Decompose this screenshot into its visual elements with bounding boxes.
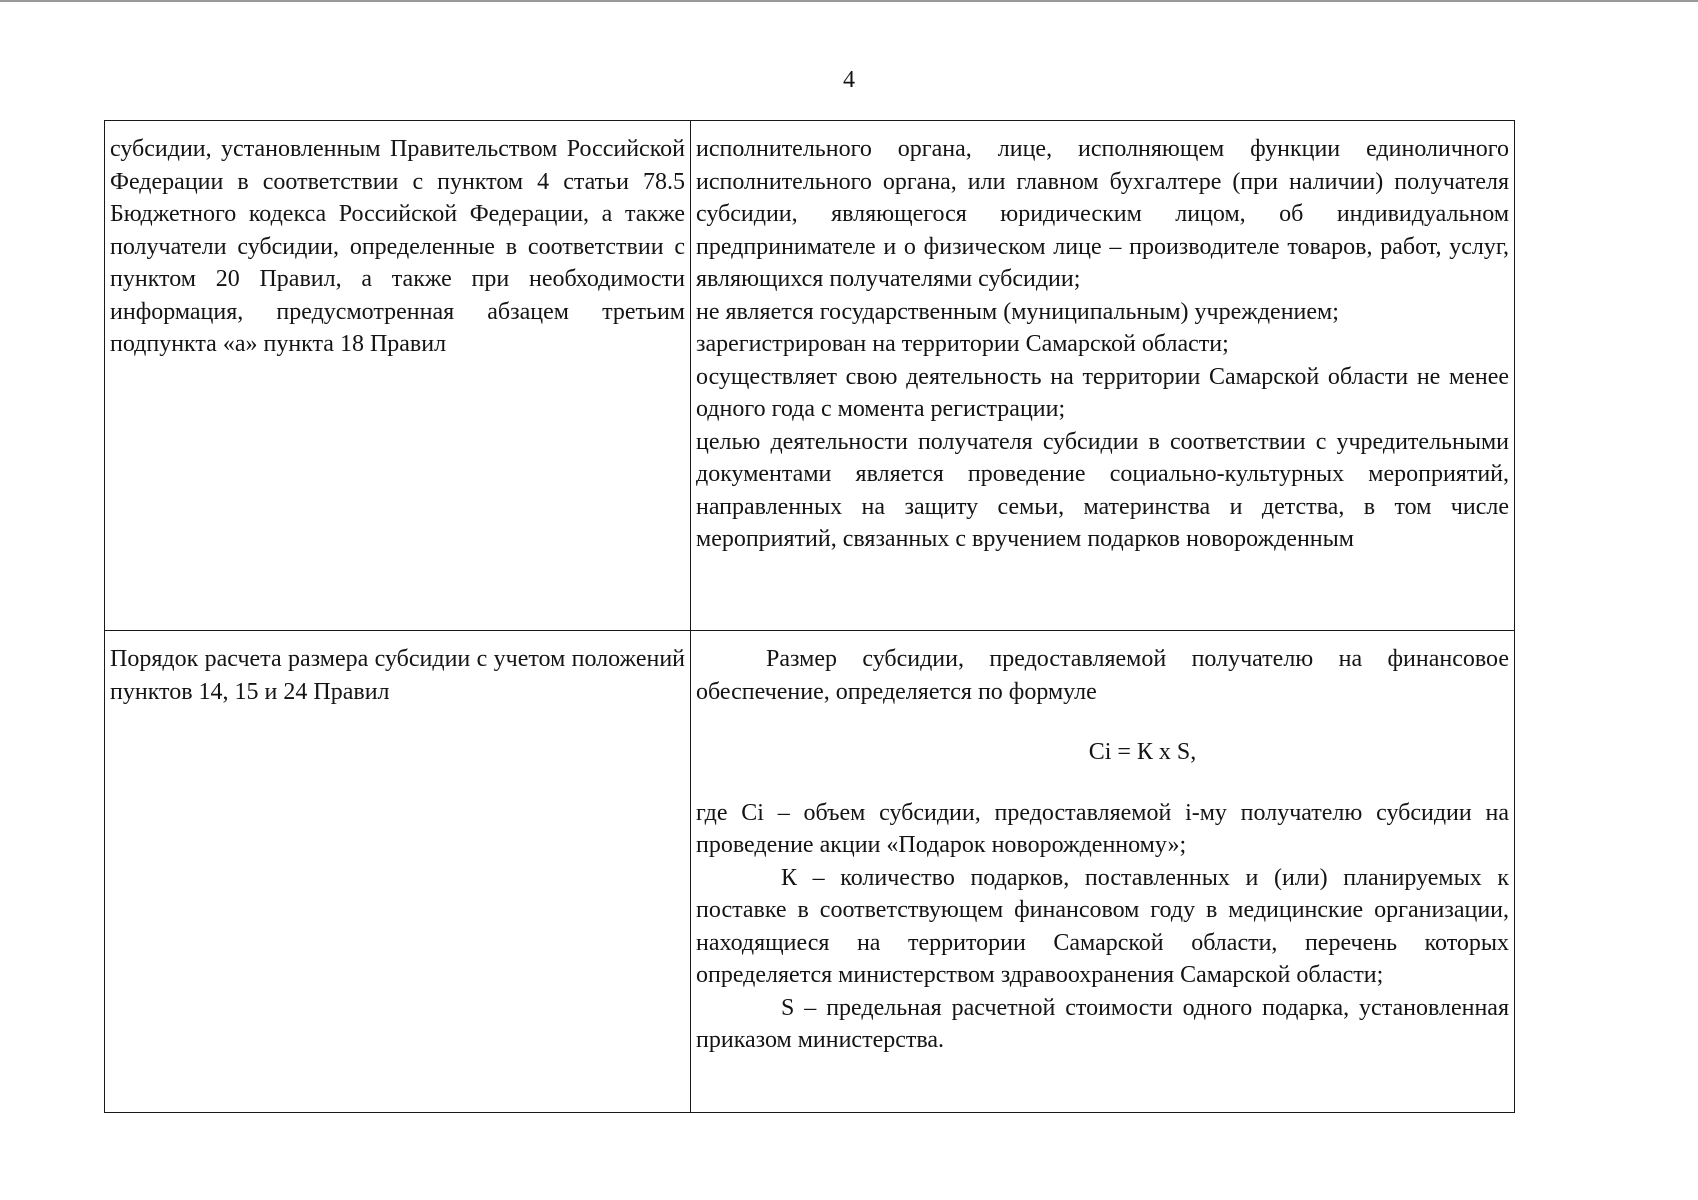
table-row — [105, 631, 1515, 1113]
table-row — [105, 121, 1515, 631]
row2-left-text: Порядок расчета размера субсидии с учетом положений пунктов 14, 15 и 24 Правил — [110, 646, 685, 705]
row1-right-cell — [691, 121, 1515, 631]
calc-intro: Размер субсидии, предоставляемой получателю на финансовое обеспечение, определяется по формуле — [696, 646, 1509, 705]
formula-where-ci: где Ci – объем субсидии, предоставляемой i-му получателю субсидии на проведение акции «Подарок новорожденному»; — [696, 799, 1509, 858]
requirements-table — [104, 120, 1515, 1113]
formula-def-s: S – предельная расчетной стоимости одного подарка, установленная приказом министерства. — [696, 994, 1509, 1053]
row2-right-cell — [691, 631, 1515, 1113]
row1-left-cell — [105, 121, 691, 631]
row1-right-para-3: зарегистрирован на территории Самарской области; — [696, 331, 1229, 357]
top-border-line — [0, 0, 1698, 2]
row1-right-para-1: исполнительного органа, лице, исполняющем функции единоличного исполнительного органа, или главном бухгалтере (при наличии) получателя субсидии, являющегося юридическим лицом, об индивидуальном предпринимателе и о физическом лице – производителе товаров, работ, услуг, являющихся получателями субсидии; — [696, 136, 1509, 292]
formula-def-k: К – количество подарков, поставленных и (или) планируемых к поставке в соответствующем финансовом году в медицинские организации, находящиеся на территории Самарской области, перечень которых определяется министерством здравоохранения Самарской области; — [696, 864, 1509, 988]
subsidy-formula: Ci = К х S, — [1088, 739, 1197, 765]
row1-right-para-5: целью деятельности получателя субсидии в соответствии с учредительными документами является проведение социально-культурных мероприятий, направленных на защиту семьи, материнства и детства, в том числе мероприятий, связанных с вручением подарков новорожденным — [696, 428, 1509, 552]
row1-right-para-4: осуществляет свою деятельность на территории Самарской области не менее одного года с момента регистрации; — [696, 363, 1509, 422]
row2-left-cell — [105, 631, 691, 1113]
page-number: 4 — [843, 67, 855, 93]
row1-left-text: субсидии, установленным Правительством Российской Федерации в соответствии с пунктом 4 статьи 78.5 Бюджетного кодекса Российской Федерации, а также получатели субсидии, определенные в соответствии с пунктом 20 Правил, а также при необходимости информация, предусмотренная абзацем третьим подпункта «а» пункта 18 Правил — [110, 136, 685, 357]
row1-right-para-2: не является государственным (муниципальным) учреждением; — [696, 298, 1339, 325]
